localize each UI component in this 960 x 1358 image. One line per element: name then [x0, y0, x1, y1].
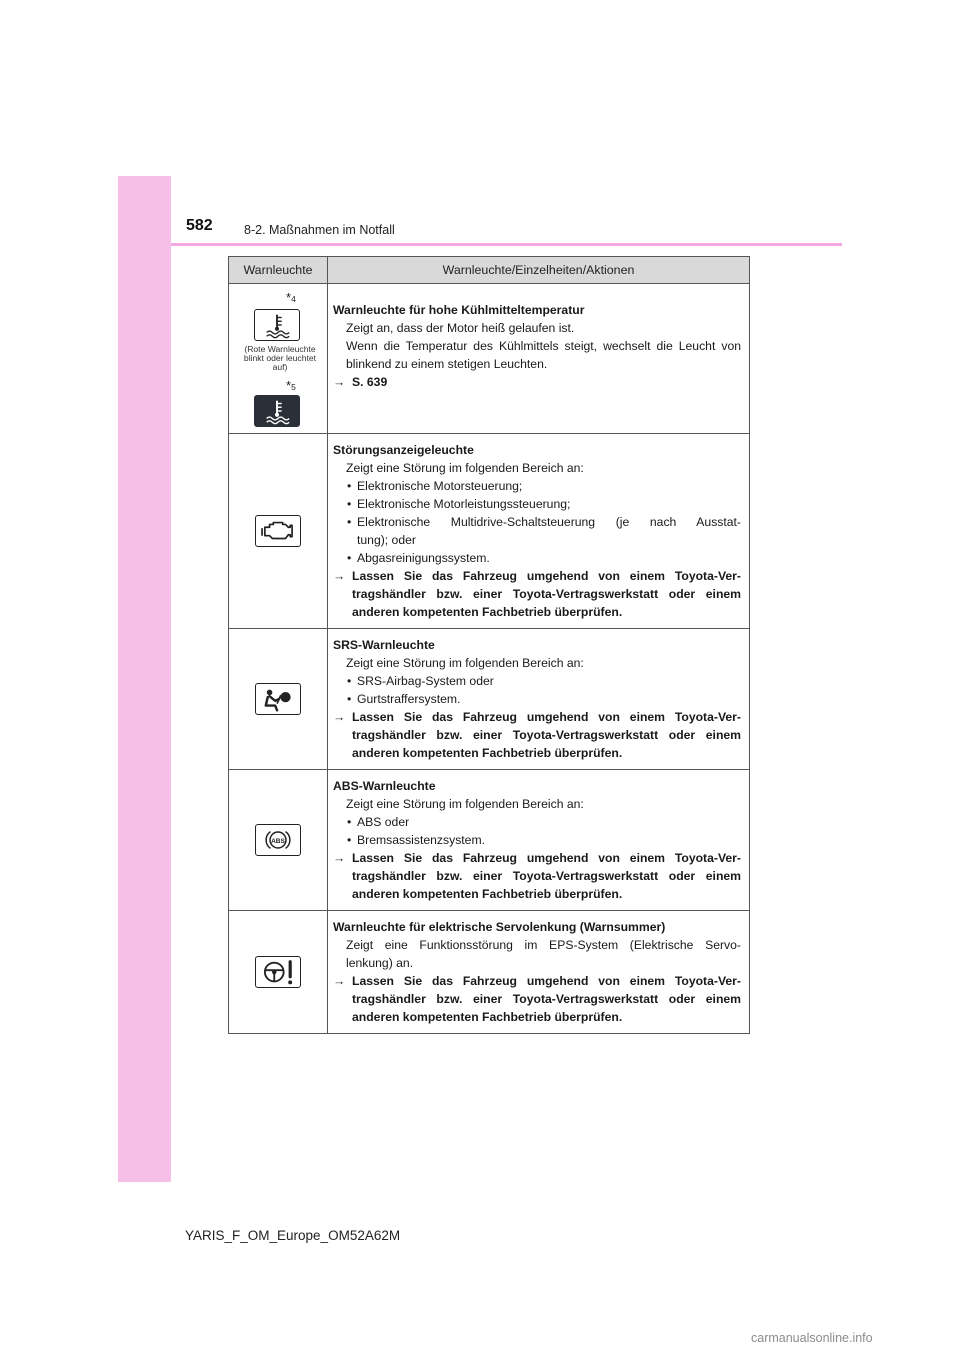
icon-cell: [229, 911, 328, 1034]
column-header-warning-light: Warnleuchte: [229, 257, 328, 284]
action-text-body: Lassen Sie das Fahrzeug umgehend von einem Toyota-Ver- tragshändler bzw. einer Toyota-Vertragswerkstatt oder einem anderen kompetenten Fachbetrieb überprüfen.: [352, 974, 741, 1024]
coolant-icon-group: [229, 285, 327, 433]
srs-airbag-icon: [255, 683, 301, 715]
bullet-item: • Gurtstraffersystem.: [333, 690, 741, 708]
coolant-temperature-red-icon: [254, 395, 300, 427]
icon-cell: [229, 434, 328, 629]
header-rule: [171, 243, 842, 246]
column-header-details: Warnleuchte/Einzelheiten/Aktionen: [328, 257, 750, 284]
row-title: Warnleuchte für elektrische Servolenkung (Warnsummer): [333, 920, 666, 934]
table-row: [229, 911, 750, 1034]
footnote-number: 4: [291, 293, 296, 304]
abs-icon: [255, 824, 301, 856]
bullet-item: • Elektronische Multidrive-Schaltsteuerung (je nach Ausstat-: [333, 513, 741, 531]
footnote-mark-5: *5: [286, 377, 296, 393]
detail-line: Zeigt eine Funktionsstörung im EPS-System (Elektrische Servo- lenkung) an.: [346, 938, 741, 970]
action-text: [333, 708, 741, 762]
detail-line: Wenn die Temperatur des Kühlmittels steigt, wechselt die Leucht von blinkend zu einem stetigen Leuchten.: [346, 339, 741, 371]
details-cell: [328, 770, 750, 911]
watermark: carmanualsonline.info: [751, 1331, 873, 1345]
detail-line: Zeigt eine Störung im folgenden Bereich an:: [346, 797, 584, 811]
page-number: 582: [186, 217, 213, 234]
bullet-item: • Bremsassistenzsystem.: [333, 831, 741, 849]
icon-cell: [229, 629, 328, 770]
table-row: [229, 434, 750, 629]
action-text: [333, 567, 741, 621]
action-text: [333, 972, 741, 1026]
table-row: [229, 629, 750, 770]
details-cell: [328, 911, 750, 1034]
arrow-icon: →: [333, 375, 346, 389]
chapter-sidebar-tab: [118, 176, 171, 1182]
warning-light-table: [228, 256, 750, 1034]
abs-icon-text: ABS: [271, 837, 285, 845]
section-title: 8-2. Maßnahmen im Notfall: [244, 223, 395, 237]
table-row: [229, 284, 750, 434]
details-cell: [328, 284, 750, 434]
detail-line: Zeigt eine Störung im folgenden Bereich an:: [346, 461, 584, 475]
action-text-body: Lassen Sie das Fahrzeug umgehend von einem Toyota-Ver- tragshändler bzw. einer Toyota-Vertragswerkstatt oder einem anderen kompetenten Fachbetrieb überprüfen.: [352, 569, 741, 619]
engine-malfunction-icon: [255, 515, 301, 547]
details-cell: [328, 434, 750, 629]
icon-note: (Rote Warnleuchte blinkt oder leuchtet auf): [243, 343, 317, 372]
icon-cell: [229, 284, 328, 434]
details-cell: [328, 629, 750, 770]
arrow-icon: →: [333, 974, 346, 988]
bullet-item: • SRS-Airbag-System oder: [333, 672, 741, 690]
row-title: ABS-Warnleuchte: [333, 779, 436, 793]
bullet-item: • Abgasreinigungssystem.: [333, 549, 741, 567]
bullet-item: • ABS oder: [333, 813, 741, 831]
bullet-item: • Elektronische Motorleistungssteuerung;: [333, 495, 741, 513]
action-text-body: Lassen Sie das Fahrzeug umgehend von einem Toyota-Ver- tragshändler bzw. einer Toyota-Vertragswerkstatt oder einem anderen kompetenten Fachbetrieb überprüfen.: [352, 851, 741, 901]
footnote-mark-4: *4: [286, 289, 296, 305]
table-header-row: [229, 257, 750, 284]
detail-line: Zeigt eine Störung im folgenden Bereich an:: [346, 656, 584, 670]
row-title: Störungsanzeigeleuchte: [333, 443, 474, 457]
arrow-icon: →: [333, 569, 346, 583]
arrow-icon: →: [333, 710, 346, 724]
coolant-temperature-icon: [254, 309, 300, 341]
row-title: Warnleuchte für hohe Kühlmitteltemperatur: [333, 303, 585, 317]
page-reference-text: S. 639: [352, 375, 388, 389]
row-title: SRS-Warnleuchte: [333, 638, 435, 652]
page-reference: [333, 373, 741, 391]
document-code: YARIS_F_OM_Europe_OM52A62M: [185, 1228, 401, 1243]
icon-cell: [229, 770, 328, 911]
table-row: [229, 770, 750, 911]
bullet-item-continuation: tung); oder: [357, 533, 416, 547]
footnote-number: 5: [291, 381, 296, 392]
detail-line: Zeigt an, dass der Motor heiß gelaufen ist.: [346, 321, 575, 335]
bullet-item: • Elektronische Motorsteuerung;: [333, 477, 741, 495]
arrow-icon: →: [333, 851, 346, 865]
action-text-body: Lassen Sie das Fahrzeug umgehend von einem Toyota-Ver- tragshändler bzw. einer Toyota-Vertragswerkstatt oder einem anderen kompetenten Fachbetrieb überprüfen.: [352, 710, 741, 760]
power-steering-icon: [255, 956, 301, 988]
action-text: [333, 849, 741, 903]
